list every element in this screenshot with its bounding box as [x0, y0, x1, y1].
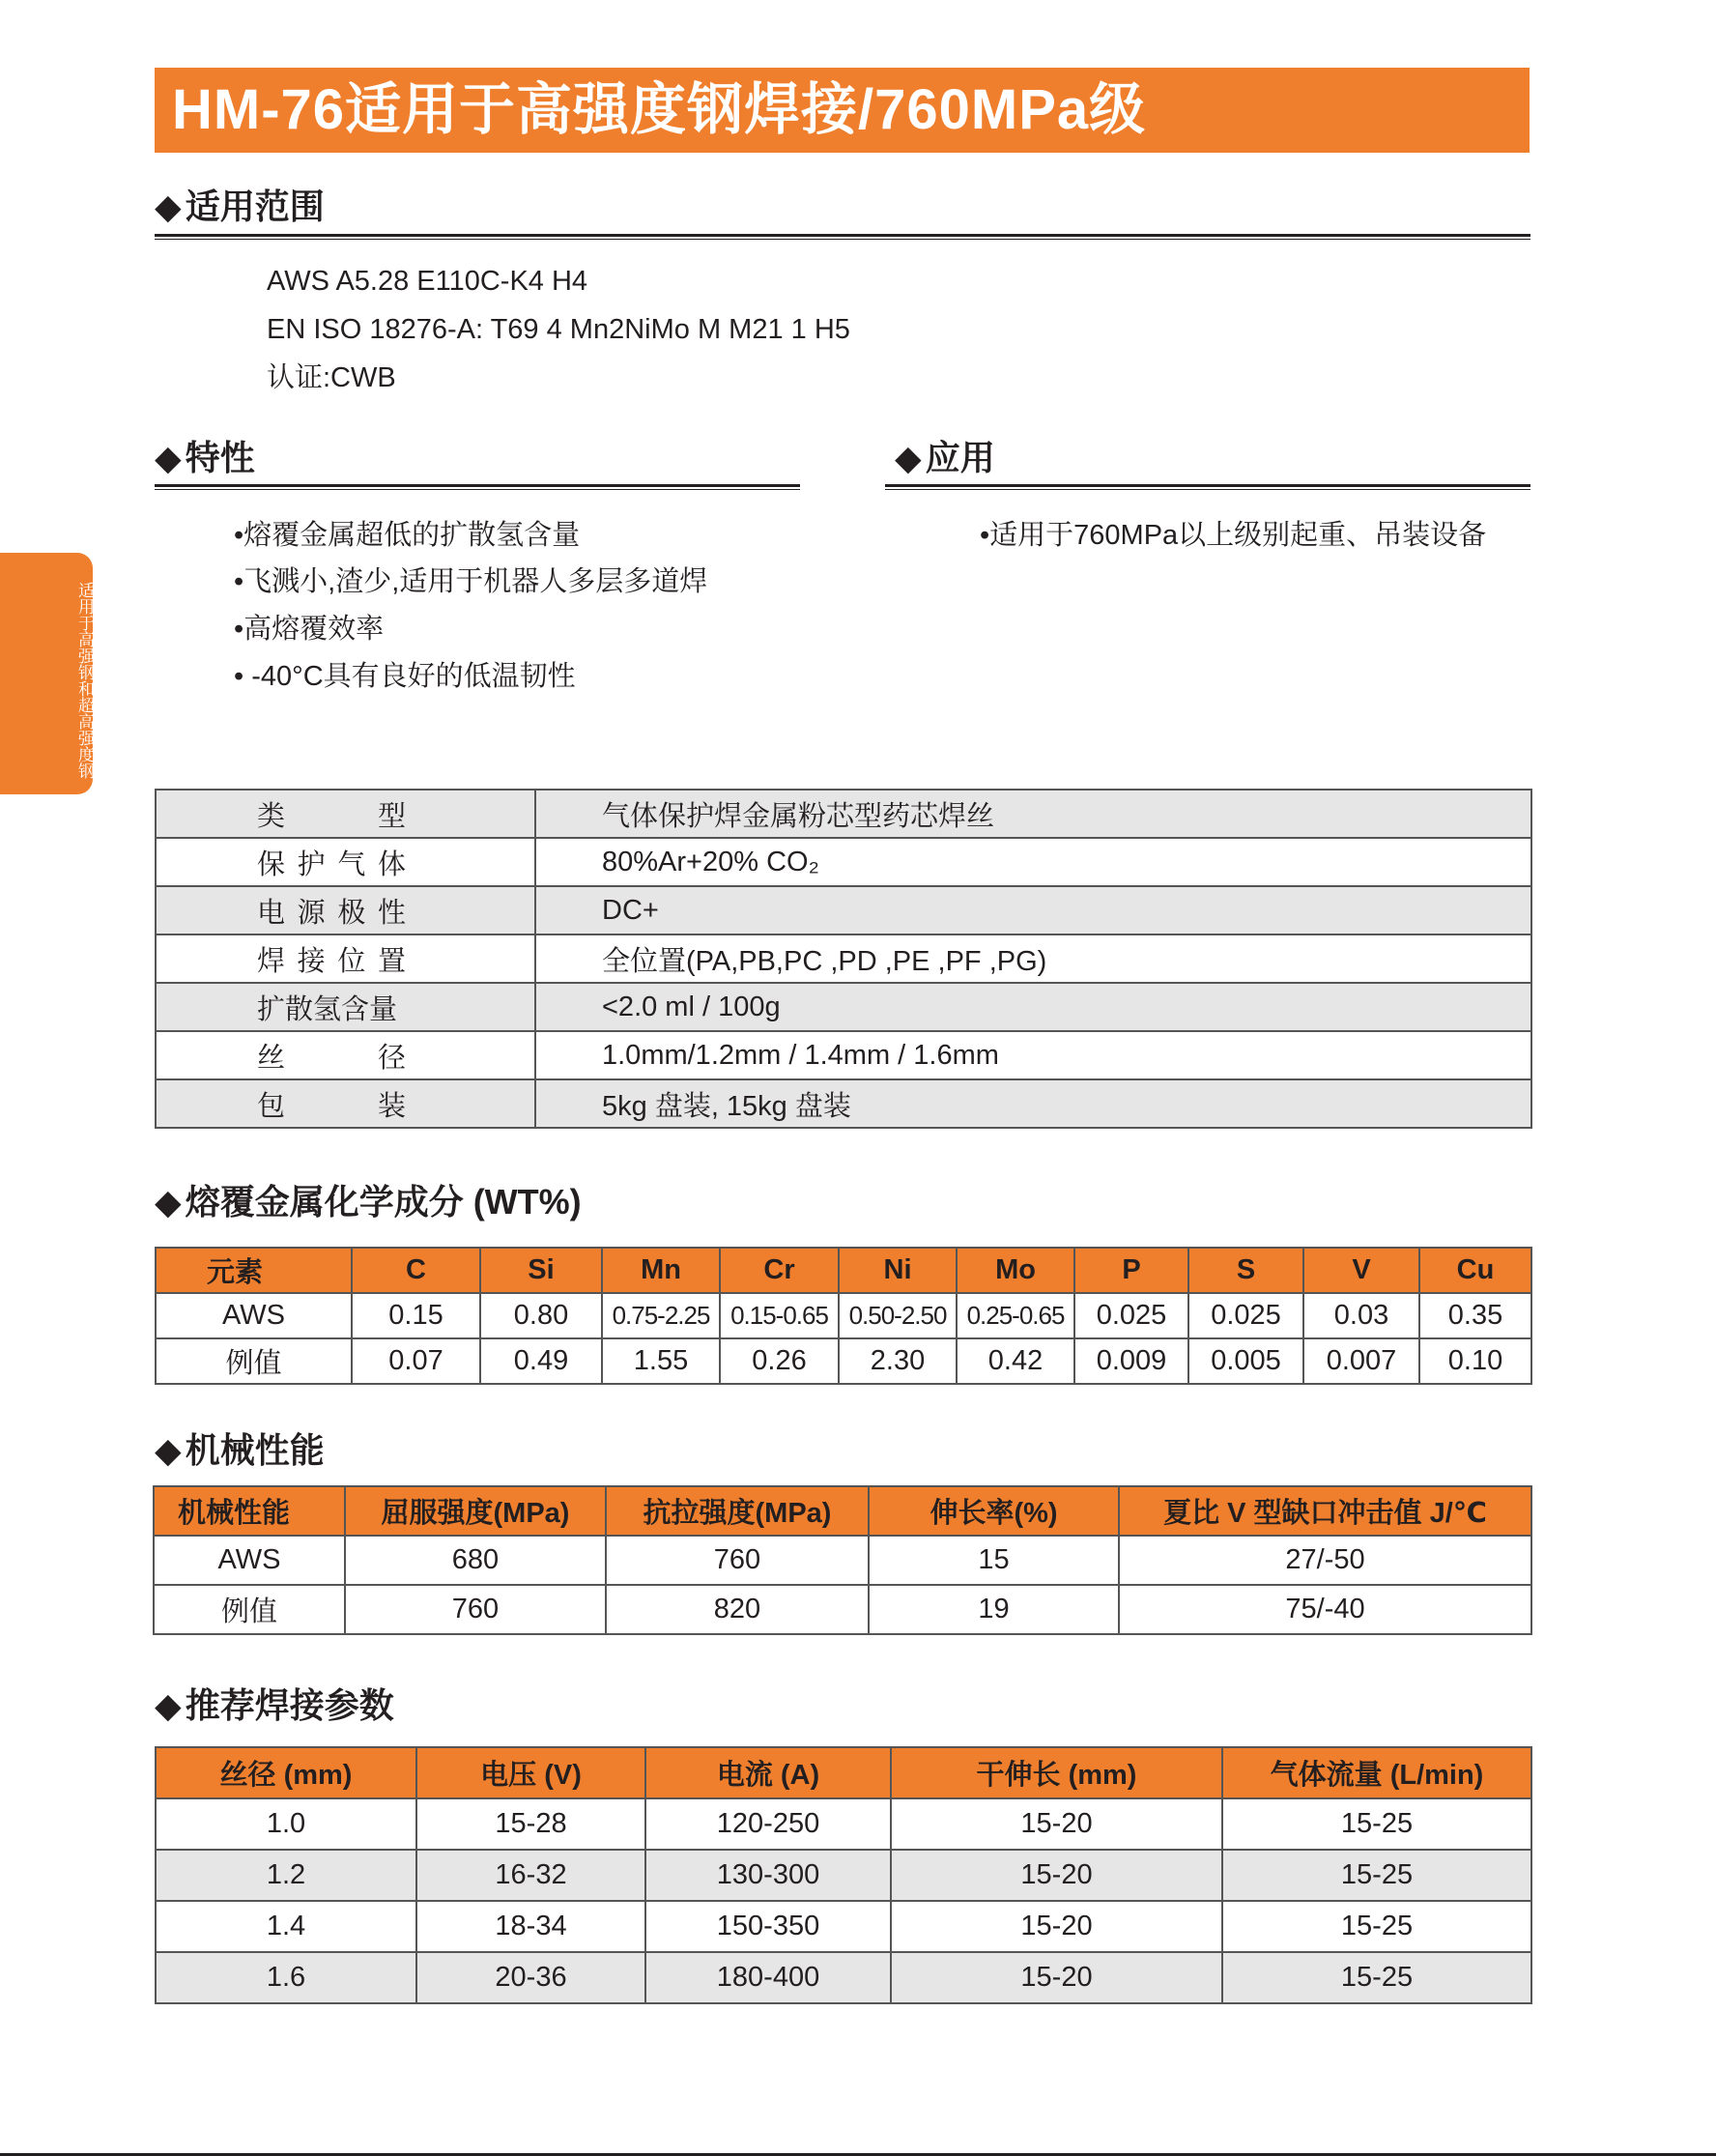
features-heading-text: 特性 [185, 438, 255, 477]
feature-item: •高熔覆效率 [234, 614, 385, 645]
mechanical-header-cell: 夏比 V 型缺口冲击值 J/℃ [1119, 1486, 1531, 1536]
chemistry-header-cell: V [1303, 1248, 1419, 1293]
features-heading [155, 437, 255, 479]
chemistry-cell: 0.35 [1419, 1293, 1531, 1338]
welding-cell: 15-28 [416, 1798, 645, 1850]
chemistry-heading [155, 1181, 582, 1223]
welding-cell: 15-25 [1222, 1798, 1531, 1850]
welding-cell: 1.0 [156, 1798, 416, 1850]
welding-heading [155, 1684, 394, 1727]
chemistry-header-cell: Cr [720, 1248, 839, 1293]
property-value: 气体保护焊金属粉芯型药芯焊丝 [535, 790, 1531, 838]
mechanical-header-cell: 伸长率(%) [869, 1486, 1119, 1536]
application-item: •适用于760MPa以上级别起重、吊装设备 [980, 520, 1487, 551]
chemistry-cell: 0.49 [480, 1338, 602, 1384]
chemistry-header-cell: Si [480, 1248, 602, 1293]
property-label-char: 径 [377, 1042, 406, 1074]
mechanical-header-row [154, 1486, 1531, 1536]
property-label [156, 790, 535, 838]
properties-row [156, 983, 1531, 1031]
welding-row [156, 1850, 1531, 1901]
welding-cell: 130-300 [645, 1850, 891, 1901]
property-label-char: 保 [257, 848, 286, 880]
welding-cell: 15-25 [1222, 1901, 1531, 1952]
feature-item: • -40°C具有良好的低温韧性 [234, 661, 576, 692]
properties-row [156, 790, 1531, 838]
chemistry-header-cell: 元素 [156, 1248, 352, 1293]
welding-header-cell: 干伸长 (mm) [891, 1747, 1222, 1798]
welding-cell: 120-250 [645, 1798, 891, 1850]
chemistry-cell: 0.03 [1303, 1293, 1419, 1338]
chemistry-cell: 0.15-0.65 [720, 1293, 839, 1338]
mechanical-cell: 760 [606, 1536, 869, 1585]
welding-row [156, 1952, 1531, 2003]
chemistry-cell: 0.025 [1074, 1293, 1188, 1338]
welding-cell: 15-25 [1222, 1850, 1531, 1901]
chemistry-cell: 0.42 [957, 1338, 1074, 1384]
property-label-text [257, 988, 406, 1027]
chemistry-header-cell: S [1188, 1248, 1303, 1293]
property-label-char: 型 [377, 800, 406, 832]
chemistry-cell: 1.55 [602, 1338, 720, 1384]
page-title: HM-76适用于高强度钢焊接/760MPa级 [155, 68, 1530, 153]
properties-row [156, 1031, 1531, 1079]
property-value: 全位置(PA,PB,PC ,PD ,PE ,PF ,PG) [535, 934, 1531, 983]
side-tab-label: 适用于高强钢和超高强度钢 [75, 582, 94, 779]
mechanical-row [154, 1585, 1531, 1634]
chemistry-header-cell: Ni [839, 1248, 957, 1293]
welding-cell: 180-400 [645, 1952, 891, 2003]
chemistry-cell: 0.025 [1188, 1293, 1303, 1338]
welding-heading-text: 推荐焊接参数 [185, 1685, 394, 1725]
mechanical-heading [155, 1429, 325, 1472]
welding-header-cell: 电压 (V) [416, 1747, 645, 1798]
welding-cell: 15-20 [891, 1798, 1222, 1850]
property-label-char: 气 [337, 848, 366, 880]
mechanical-header-cell: 屈服强度(MPa) [345, 1486, 606, 1536]
welding-cell: 15-25 [1222, 1952, 1531, 2003]
chemistry-header-cell: P [1074, 1248, 1188, 1293]
welding-header-cell: 电流 (A) [645, 1747, 891, 1798]
chemistry-header-row [156, 1248, 1531, 1293]
properties-table [155, 789, 1532, 1129]
property-label-text [257, 1036, 406, 1076]
property-label [156, 983, 535, 1031]
mechanical-cell: 760 [345, 1585, 606, 1634]
mechanical-cell: 例值 [154, 1585, 345, 1634]
property-label-char: 性 [377, 897, 406, 929]
property-label-char: 扩散氢含量 [257, 993, 398, 1025]
chemistry-cell: 0.005 [1188, 1338, 1303, 1384]
property-label-char: 包 [257, 1090, 286, 1122]
mechanical-cell: 680 [345, 1536, 606, 1585]
welding-cell: 1.4 [156, 1901, 416, 1952]
property-label-char: 源 [297, 897, 326, 929]
property-label [156, 886, 535, 934]
welding-cell: 16-32 [416, 1850, 645, 1901]
property-label-char: 接 [297, 945, 326, 977]
properties-row [156, 1079, 1531, 1128]
properties-row [156, 934, 1531, 983]
chemistry-header-cell: C [352, 1248, 480, 1293]
chemistry-cell: 0.007 [1303, 1338, 1419, 1384]
scope-line: 认证:CWB [267, 362, 396, 393]
property-label [156, 838, 535, 886]
chemistry-header-cell: Mo [957, 1248, 1074, 1293]
chemistry-cell: 例值 [156, 1338, 352, 1384]
property-value: 5kg 盘装, 15kg 盘装 [535, 1079, 1531, 1128]
property-value: <2.0 ml / 100g [535, 983, 1531, 1031]
property-label-text [257, 843, 406, 882]
diamond-icon: ◆ [155, 1182, 182, 1222]
scope-line: EN ISO 18276-A: T69 4 Mn2NiMo M M21 1 H5 [267, 314, 850, 345]
property-label-char: 电 [257, 897, 286, 929]
welding-cell: 15-20 [891, 1850, 1222, 1901]
chemistry-cell: 0.26 [720, 1338, 839, 1384]
welding-cell: 15-20 [891, 1952, 1222, 2003]
chemistry-cell: 0.15 [352, 1293, 480, 1338]
scope-rule [155, 234, 1530, 240]
mechanical-cell: 15 [869, 1536, 1119, 1585]
welding-cell: 1.2 [156, 1850, 416, 1901]
mechanical-heading-text: 机械性能 [185, 1430, 325, 1470]
mechanical-row [154, 1536, 1531, 1585]
scope-heading-text: 适用范围 [185, 187, 325, 226]
welding-row [156, 1798, 1531, 1850]
chemistry-cell: 0.25-0.65 [957, 1293, 1074, 1338]
chemistry-row [156, 1338, 1531, 1384]
chemistry-row [156, 1293, 1531, 1338]
property-label-char: 类 [257, 800, 286, 832]
diamond-icon: ◆ [895, 438, 922, 477]
mechanical-cell: 820 [606, 1585, 869, 1634]
property-label-text [257, 794, 406, 834]
property-value: DC+ [535, 886, 1531, 934]
features-rule [155, 484, 800, 490]
diamond-icon: ◆ [155, 1685, 182, 1725]
feature-item: •熔覆金属超低的扩散氢含量 [234, 520, 581, 551]
welding-table [155, 1746, 1532, 2004]
welding-row [156, 1901, 1531, 1952]
chemistry-header-cell: Cu [1419, 1248, 1531, 1293]
chemistry-cell: 0.75-2.25 [602, 1293, 720, 1338]
side-category-tab [0, 553, 93, 794]
property-label-char: 置 [377, 945, 406, 977]
diamond-icon: ◆ [155, 187, 182, 226]
feature-item: •飞溅小,渣少,适用于机器人多层多道焊 [234, 566, 708, 597]
mechanical-cell: 27/-50 [1119, 1536, 1531, 1585]
property-label-char: 体 [377, 848, 406, 880]
applications-heading-text: 应用 [925, 438, 995, 477]
property-label-char: 装 [377, 1090, 406, 1122]
applications-heading [895, 437, 995, 479]
chemistry-heading-text: 熔覆金属化学成分 (WT%) [185, 1182, 582, 1222]
diamond-icon: ◆ [155, 438, 182, 477]
welding-cell: 20-36 [416, 1952, 645, 2003]
welding-cell: 18-34 [416, 1901, 645, 1952]
chemistry-cell: 0.50-2.50 [839, 1293, 957, 1338]
chemistry-cell: 0.07 [352, 1338, 480, 1384]
property-label-char: 位 [337, 945, 366, 977]
property-label-char: 极 [337, 897, 366, 929]
chemistry-cell: 0.80 [480, 1293, 602, 1338]
chemistry-table [155, 1247, 1532, 1385]
chemistry-cell: 0.009 [1074, 1338, 1188, 1384]
welding-header-cell: 丝径 (mm) [156, 1747, 416, 1798]
property-label [156, 934, 535, 983]
scope-heading [155, 186, 325, 228]
welding-cell: 1.6 [156, 1952, 416, 2003]
chemistry-cell: 0.10 [1419, 1338, 1531, 1384]
properties-row [156, 886, 1531, 934]
property-label-text [257, 1084, 406, 1124]
welding-header-cell: 气体流量 (L/min) [1222, 1747, 1531, 1798]
property-label-text [257, 939, 406, 979]
welding-header-row [156, 1747, 1531, 1798]
mechanical-cell: AWS [154, 1536, 345, 1585]
mechanical-cell: 19 [869, 1585, 1119, 1634]
applications-rule [885, 484, 1530, 490]
mechanical-cell: 75/-40 [1119, 1585, 1531, 1634]
scope-line: AWS A5.28 E110C-K4 H4 [267, 266, 588, 297]
property-label-char: 护 [297, 848, 326, 880]
property-value: 1.0mm/1.2mm / 1.4mm / 1.6mm [535, 1031, 1531, 1079]
property-label-char: 焊 [257, 945, 286, 977]
chemistry-cell: AWS [156, 1293, 352, 1338]
diamond-icon: ◆ [155, 1430, 182, 1470]
welding-cell: 150-350 [645, 1901, 891, 1952]
chemistry-cell: 2.30 [839, 1338, 957, 1384]
property-label-char: 丝 [257, 1042, 286, 1074]
property-label-text [257, 891, 406, 931]
properties-row [156, 838, 1531, 886]
property-value: 80%Ar+20% CO₂ [535, 838, 1531, 886]
property-label [156, 1079, 535, 1128]
chemistry-header-cell: Mn [602, 1248, 720, 1293]
welding-cell: 15-20 [891, 1901, 1222, 1952]
mechanical-header-cell: 抗拉强度(MPa) [606, 1486, 869, 1536]
property-label [156, 1031, 535, 1079]
mechanical-header-cell: 机械性能 [154, 1486, 345, 1536]
mechanical-table [153, 1485, 1532, 1635]
